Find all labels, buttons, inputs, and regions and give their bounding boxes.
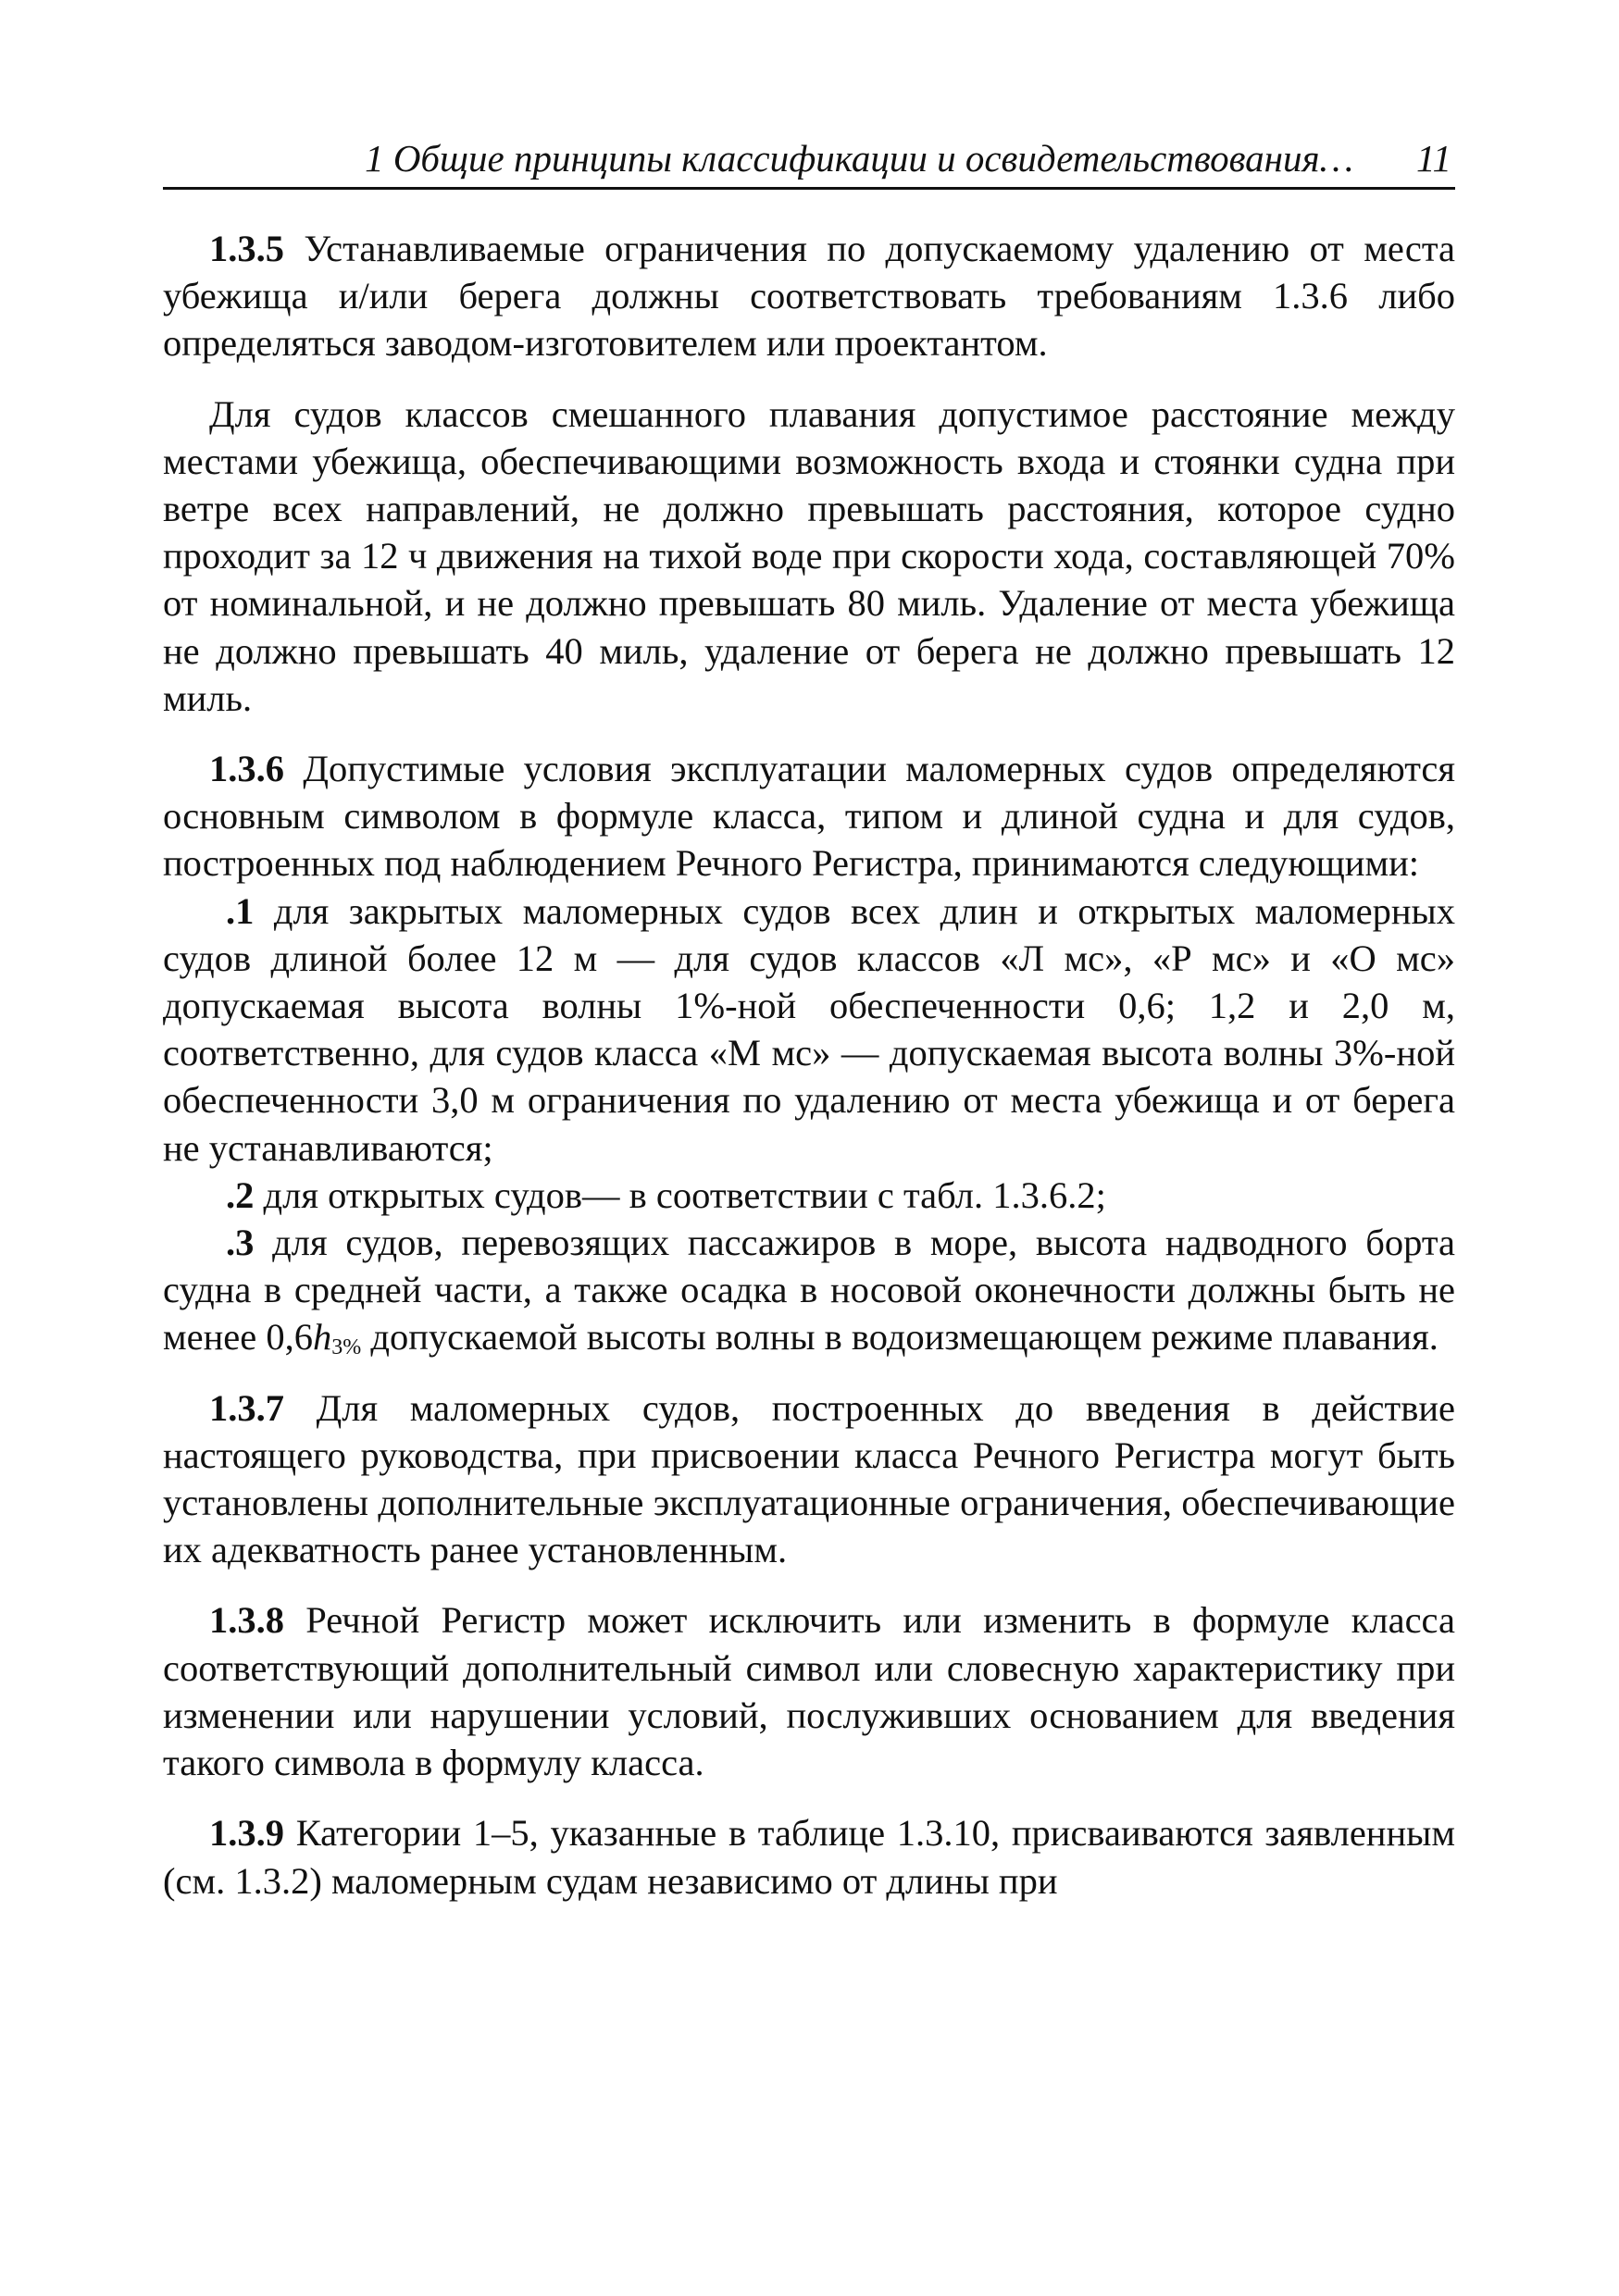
document-page — [163, 130, 1455, 1905]
page-number: 11 — [1416, 137, 1451, 180]
body-text — [163, 225, 1455, 1905]
list-item-1 — [163, 887, 1455, 1172]
clause-number: 1.3.5 — [209, 228, 284, 269]
paragraph-1-3-7 — [163, 1384, 1455, 1574]
paragraph-1-3-5 — [163, 225, 1455, 367]
item-number: .3 — [226, 1222, 255, 1264]
item-number: .1 — [226, 889, 255, 932]
clause-number: 1.3.7 — [209, 1386, 284, 1429]
list-item-3 — [163, 1219, 1455, 1361]
running-title: 1 Общие принципы классификации и освидетельствования… — [365, 137, 1353, 180]
clause-text: Речной Регистр может исключить или изменить в формуле класса соответствующий дополнительный символ или словесную характеристику при изменении или нарушении условий, послуживших основанием для введения такого символа в формулу класса. — [163, 1599, 1455, 1784]
paragraph-1-3-9 — [163, 1809, 1455, 1904]
item-text: для судов, перевозящих пассажиров в море, высота надводного борта судна в средней части, а также осадка в носовой оконечности должны быть не менее 0,6 — [163, 1222, 1455, 1359]
clause-number: 1.3.9 — [209, 1812, 284, 1855]
clause-number: 1.3.8 — [209, 1599, 284, 1642]
paragraph-1-3-6 — [163, 745, 1455, 887]
clause-text: Устанавливаемые ограничения по допускаемому удалению от места убежища и/или берега должны соответствовать требованиям 1.3.6 либо определяться заводом-изготовителем или проектантом. — [163, 228, 1455, 365]
formula-variable: h — [312, 1316, 332, 1359]
paragraph-1-3-5-continued: Для судов классов смешанного плавания допустимое расстояние между местами убежища, обеспечивающими возможность входа и стоянки судна при ветре всех направлений, не должно превышать расстояния, которое судно проходит за 12 ч движения на тихой воде при скорости хода, составляющей 70% от номинальной, и не должно превышать 80 миль. Удаление от места убежища не должно превышать 40 миль, удаление от берега не должно превышать 12 миль. — [163, 392, 1455, 719]
item-text: для закрытых маломерных судов всех длин и открытых маломерных судов длиной более 12 м — для судов классов «Л мс», «Р мс» и «О мс» допускаемая высота волны 1%-ной обеспеченности 0,6; 1,2 и 2,0 м, соответственно, для судов класса «М мс» — допускаемая высота волны 3%-ной обеспеченности 3,0 м ограничения по удалению от места убежища и от берега не устанавливаются; — [163, 889, 1455, 1169]
list-item-2 — [163, 1172, 1455, 1219]
clause-number: 1.3.6 — [209, 748, 284, 790]
paragraph-1-3-8 — [163, 1596, 1455, 1786]
item-text: для открытых судов— в соответствии с табл. 1.3.6.2; — [254, 1173, 1106, 1216]
formula-subscript: 3% — [331, 1335, 362, 1360]
item-text-continued: допускаемой высоты волны в водоизмещающем режиме плавания. — [361, 1316, 1438, 1359]
clause-text: Допустимые условия эксплуатации маломерных судов определяются основным символом в формуле класса, типом и длиной судна и для судов, построенных под наблюдением Речного Регистра, принимаются следующими: — [163, 748, 1455, 885]
item-number: .2 — [226, 1173, 255, 1216]
running-header — [163, 130, 1455, 190]
clause-text: Категории 1–5, указанные в таблице 1.3.10, присваиваются заявленным (см. 1.3.2) маломерным судам независимо от длины при — [163, 1812, 1455, 1902]
clause-text: Для маломерных судов, построенных до введения в действие настоящего руководства, при присвоении класса Речного Регистра могут быть установлены дополнительные эксплуатационные ограничения, обеспечивающие их адекватность ранее установленным. — [163, 1386, 1455, 1571]
